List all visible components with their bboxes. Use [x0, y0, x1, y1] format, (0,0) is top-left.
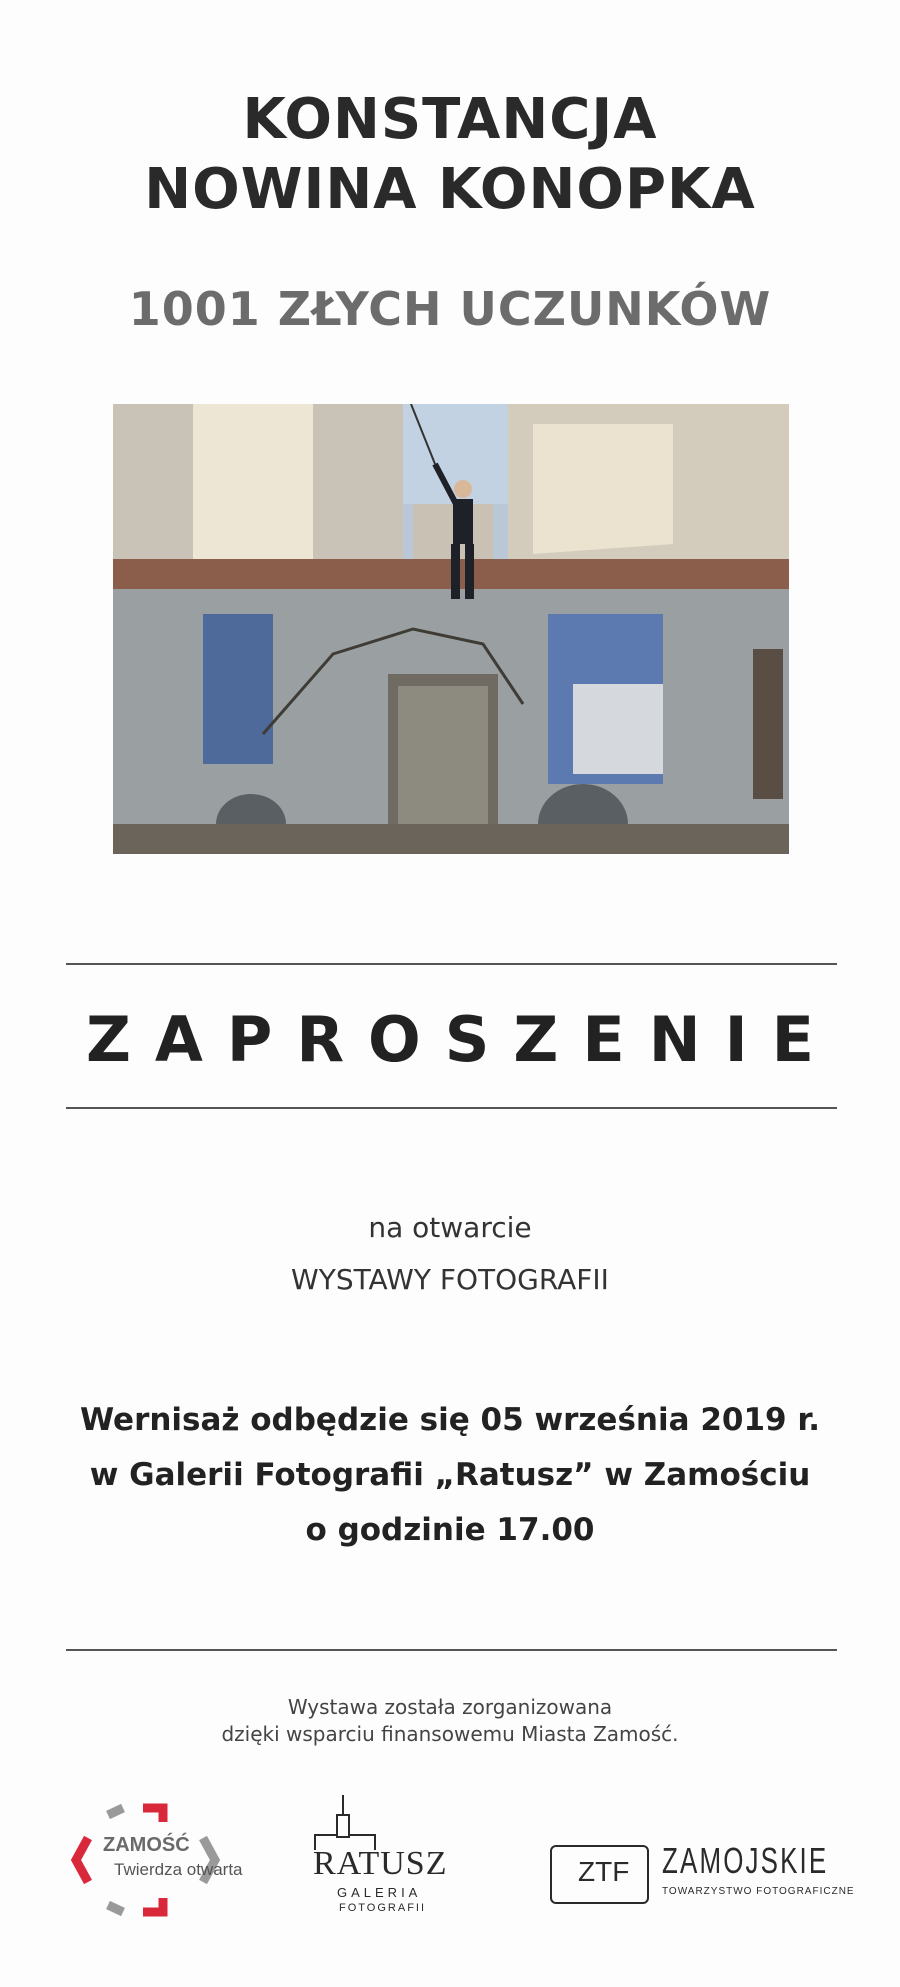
intro-line-1: na otwarcie — [368, 1211, 532, 1244]
exhibition-photo — [113, 404, 789, 854]
exhibition-title: 1001 ZŁYCH UCZUNKÓW — [128, 282, 772, 336]
photo-illustration — [113, 404, 789, 854]
zamosc-logo — [68, 1800, 268, 1920]
author-name — [0, 85, 900, 225]
ztf-abbr: ZTF — [578, 1856, 630, 1887]
author-line-2: NOWINA KONOPKA — [144, 157, 756, 222]
support-line-2: dzięki wsparciu finansowemu Miasta Zamość. — [221, 1722, 679, 1746]
ratusz-line-2: GALERIA — [337, 1885, 422, 1900]
zamosc-name: ZAMOŚĆ — [103, 1834, 190, 1856]
support-line-1: Wystawa została zorganizowana — [287, 1695, 613, 1719]
author-line-1: KONSTANCJA — [242, 87, 658, 152]
ztf-name: ZAMOJSKIE — [662, 1840, 829, 1881]
divider-top — [66, 963, 837, 965]
divider-middle — [66, 1107, 837, 1109]
event-details — [0, 1393, 900, 1558]
details-line-3: o godzinie 17.00 — [305, 1512, 595, 1548]
ztf-logo — [550, 1840, 855, 1910]
intro-line-2: WYSTAWY FOTOGRAFII — [291, 1263, 609, 1296]
invitation-heading: ZAPROSZENIE — [85, 1003, 839, 1076]
details-line-2: w Galerii Fotografii „Ratusz” w Zamościu — [89, 1457, 811, 1493]
ratusz-name: RATUSZ — [313, 1845, 448, 1882]
divider-bottom — [66, 1649, 837, 1651]
ratusz-line-3: FOTOGRAFII — [339, 1902, 427, 1914]
zamosc-tagline: Twierdza otwarta — [114, 1860, 243, 1879]
details-line-1: Wernisaż odbędzie się 05 września 2019 r. — [79, 1402, 821, 1438]
ztf-tagline: TOWARZYSTWO FOTOGRAFICZNE — [662, 1886, 855, 1897]
support-note — [0, 1694, 900, 1748]
ratusz-logo — [305, 1795, 475, 1920]
